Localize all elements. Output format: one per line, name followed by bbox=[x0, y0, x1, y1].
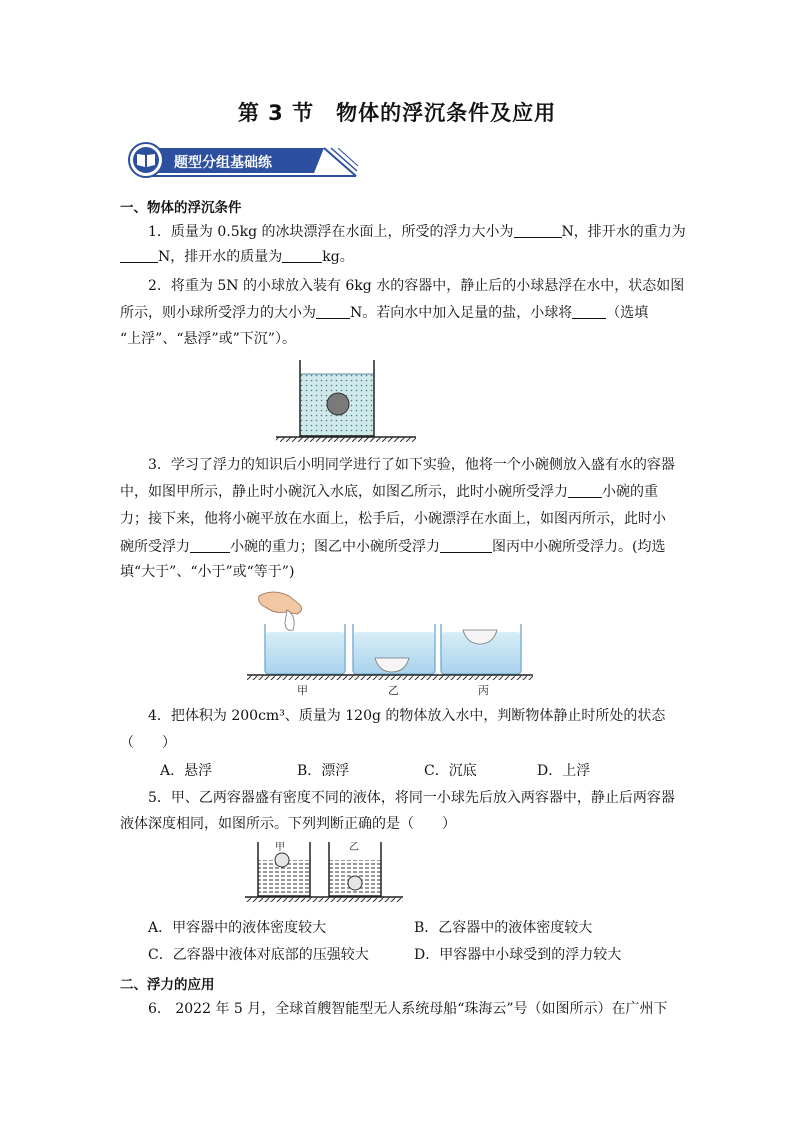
section-heading-1: 一、物体的浮沉条件 bbox=[120, 200, 242, 216]
q5-option-d: D．甲容器中小球受到的浮力较大 bbox=[414, 947, 622, 963]
question-4-paren: （ ） bbox=[120, 735, 176, 751]
section-heading-2: 二、浮力的应用 bbox=[120, 977, 215, 993]
container-label-jia: 甲 bbox=[275, 842, 285, 853]
question-4-line-1: 4．把体积为 200cm³、质量为 120g 的物体放入水中，判断物体静止时所处的状态 bbox=[148, 708, 666, 724]
q2-text-d: （选填 bbox=[606, 305, 649, 321]
q5-option-c: C．乙容器中液体对底部的压强较大 bbox=[148, 947, 369, 963]
q1-text-b: N，排开水的重力为 bbox=[561, 224, 686, 240]
question-3-line-4 bbox=[120, 537, 665, 557]
question-3-line-2 bbox=[120, 482, 658, 502]
question-3-line-5: 填“大于”、“小于”或“等于”) bbox=[120, 564, 295, 580]
q2-text-b: 所示，则小球所受浮力的大小为 bbox=[120, 305, 316, 321]
figure-label-bing: 丙 bbox=[478, 684, 489, 697]
q1-text-a: 1．质量为 0.5kg 的冰块漂浮在水面上，所受的浮力大小为 bbox=[148, 224, 514, 240]
q4-option-a: A．悬浮 bbox=[160, 763, 213, 779]
answer-blank bbox=[440, 538, 492, 553]
figure-bowl-experiment bbox=[245, 586, 535, 698]
q3-text-b: 中，如图甲所示，静止时小碗沉入水底，如图乙所示，此时小碗所受浮力 bbox=[120, 484, 568, 500]
figure-suspended-ball bbox=[274, 358, 420, 442]
q3-text-f: 小碗的重力；图乙中小碗所受浮力 bbox=[230, 539, 440, 555]
page-title: 第 3 节 物体的浮沉条件及应用 bbox=[237, 101, 557, 125]
question-2-line-1: 2．将重为 5N 的小球放入装有 6kg 水的容器中，静止后的小球悬浮在水中，状态如图 bbox=[148, 278, 685, 294]
question-5-line-2: 液体深度相同，如图所示。下列判断正确的是（ ） bbox=[120, 816, 456, 832]
answer-blank bbox=[572, 304, 606, 319]
q3-text-c: 小碗的重 bbox=[602, 484, 658, 500]
banner-label: 题型分组基础练 bbox=[174, 155, 272, 171]
question-5-line-1: 5．甲、乙两容器盛有密度不同的液体，将同一小球先后放入两容器中，静止后两容器 bbox=[148, 790, 675, 806]
question-1-line-2 bbox=[120, 247, 354, 267]
question-6-line-1: 6. 2022 年 5 月，全球首艘智能型无人系统母船“珠海云”号（如图所示）在广州下 bbox=[148, 1001, 668, 1017]
q5-option-b: B．乙容器中的液体密度较大 bbox=[414, 920, 593, 936]
answer-blank bbox=[316, 304, 350, 319]
figure-label-jia: 甲 bbox=[297, 684, 308, 697]
q1-text-c: N，排开水的质量为 bbox=[158, 249, 283, 265]
book-icon bbox=[136, 152, 156, 168]
question-3-line-3: 力；接下来，他将小碗平放在水面上，松手后，小碗漂浮在水面上，如图丙所示，此时小 bbox=[120, 511, 666, 527]
answer-blank bbox=[120, 248, 158, 263]
answer-blank bbox=[190, 538, 230, 553]
answer-blank bbox=[282, 248, 322, 263]
figure-two-containers bbox=[245, 838, 405, 908]
question-2-line-2 bbox=[120, 303, 648, 323]
q4-option-d: D．上浮 bbox=[537, 763, 591, 779]
question-3-line-1: 3．学习了浮力的知识后小明同学进行了如下实验，他将一个小碗侧放入盛有水的容器 bbox=[148, 457, 675, 473]
q3-text-g: 图丙中小碗所受浮力。(均选 bbox=[492, 539, 666, 555]
q3-text-e: 碗所受浮力 bbox=[120, 539, 190, 555]
question-1-line-1 bbox=[148, 222, 686, 242]
section-banner bbox=[124, 140, 360, 180]
container-label-yi: 乙 bbox=[349, 842, 359, 853]
q4-option-b: B．漂浮 bbox=[297, 763, 350, 779]
figure-label-yi: 乙 bbox=[388, 684, 399, 697]
answer-blank bbox=[514, 223, 562, 238]
q2-text-c: N。若向水中加入足量的盐，小球将 bbox=[350, 305, 573, 321]
answer-blank bbox=[568, 483, 602, 498]
q5-option-a: A．甲容器中的液体密度较大 bbox=[148, 920, 327, 936]
q4-option-c: C．沉底 bbox=[424, 763, 477, 779]
question-2-line-3: “上浮”、“悬浮”或”下沉”）。 bbox=[120, 331, 296, 347]
q1-text-d: kg。 bbox=[322, 249, 354, 265]
